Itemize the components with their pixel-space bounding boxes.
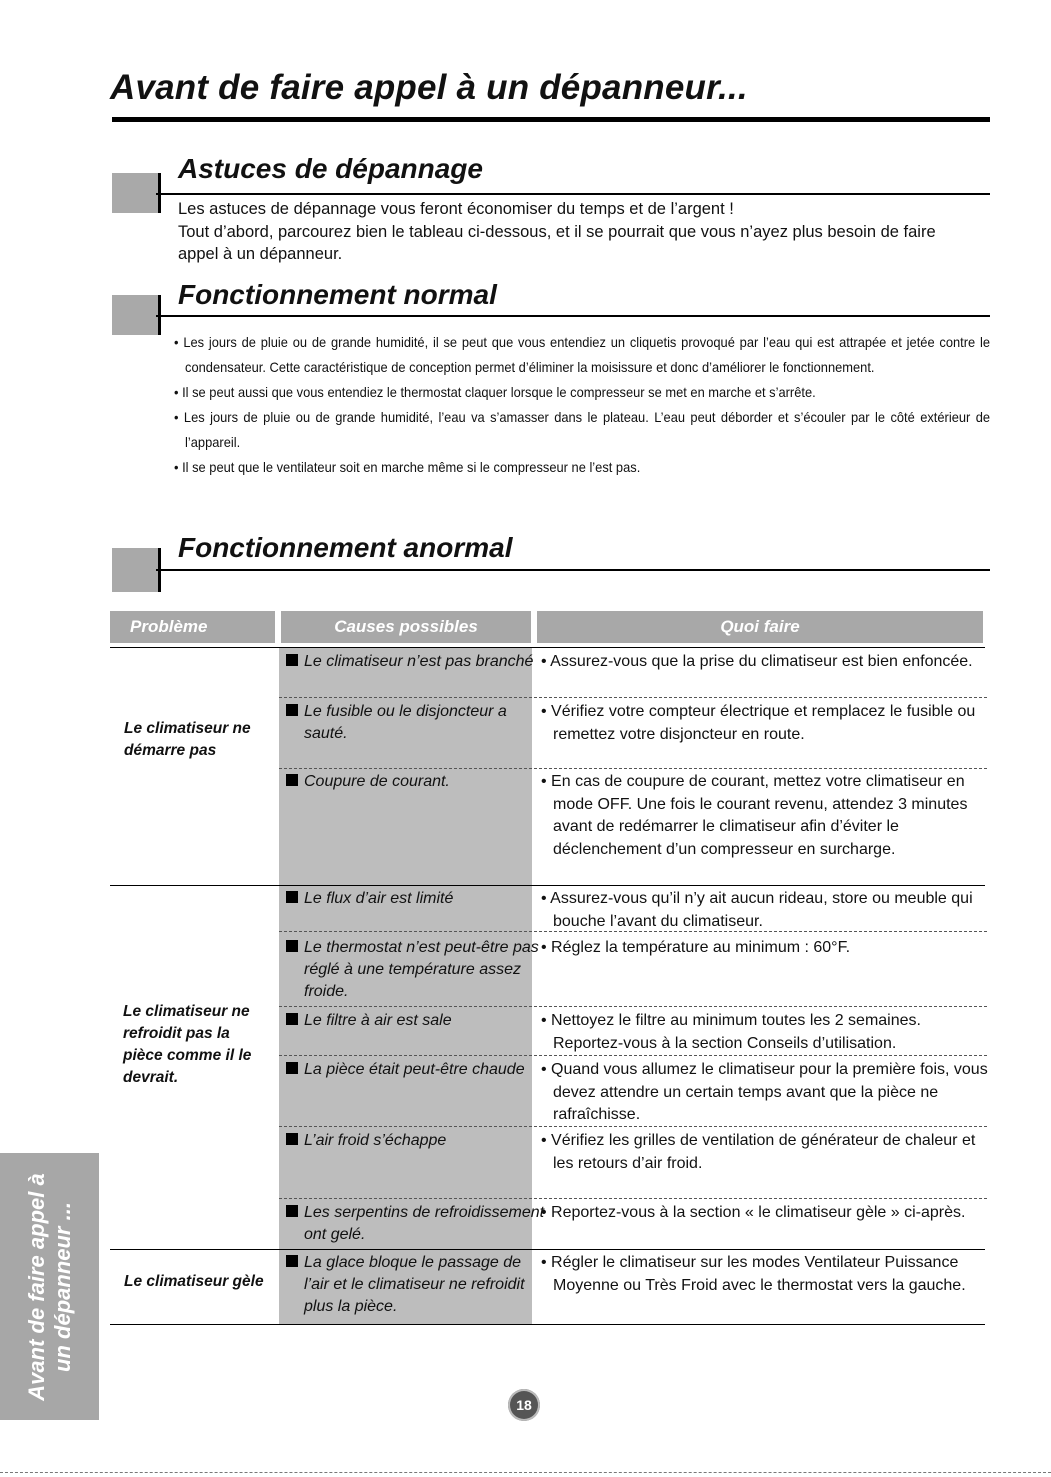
cause-item <box>286 1252 548 1318</box>
fix-item: • En cas de coupure de courant, mettez votre climatiseur en mode OFF. Une fois le courant revenu, attendez 3 minutes avant de redémarrer le climatiseur afin d’éviter le déclenchement d’un compresseur en surcharge. <box>541 771 995 861</box>
tips-paragraph-2: Tout d’abord, parcourez bien le tableau ci-dessous, et il se pourrait que vous n’ayez plus besoin de faire appel à un dépanneur. <box>178 223 936 263</box>
normal-operation-list <box>174 330 991 480</box>
row-separator <box>279 1006 987 1007</box>
list-item: • Il se peut aussi que vous entendiez le thermostat claquer lorsque le compresseur se met en marche et s’arrête. <box>174 380 990 405</box>
cause-item <box>286 888 548 910</box>
fix-item: • Quand vous allumez le climatiseur pour la première fois, vous devez attendre un certain temps avant que la pièce ne rafraîchisse. <box>541 1059 995 1127</box>
title-divider <box>112 117 990 122</box>
problem-not-starting: Le climatiseur ne démarre pas <box>124 720 251 759</box>
tips-paragraph-1: Les astuces de dépannage vous feront économiser du temps et de l’argent ! <box>178 200 734 218</box>
section-marker <box>112 295 161 335</box>
section-rule <box>156 193 990 195</box>
page-number: 18 <box>508 1389 540 1421</box>
section-title: Astuces de dépannage <box>178 153 483 184</box>
cause-item <box>286 1059 548 1081</box>
cause-item <box>286 937 548 1003</box>
square-bullet-icon <box>286 1133 298 1145</box>
section-abnormal-header <box>112 532 990 602</box>
square-bullet-icon <box>286 1205 298 1217</box>
cause-item <box>286 771 548 793</box>
table-row-divider <box>110 1324 985 1325</box>
cause-text: L’air froid s’échappe <box>304 1132 447 1149</box>
page-title: Avant de faire appel à un dépanneur... <box>110 68 748 107</box>
cause-item <box>286 1202 548 1246</box>
list-item: • Il se peut que le ventilateur soit en marche même si le compresseur ne l’est pas. <box>174 455 990 480</box>
cause-text: Le fusible ou le disjoncteur a sauté. <box>304 703 507 742</box>
row-separator <box>279 768 987 769</box>
cause-text: Le climatiseur n’est pas branché <box>304 653 534 670</box>
square-bullet-icon <box>286 1062 298 1074</box>
bottom-trim-line <box>0 1472 1051 1473</box>
problem-not-cooling: Le climatiseur ne refroidit pas la pièce comme il le devrait. <box>123 1003 252 1086</box>
section-marker <box>112 173 161 213</box>
section-rule <box>156 315 990 317</box>
problem-freezing: Le climatiseur gèle <box>124 1273 264 1290</box>
side-chapter-label-line1: Avant de faire appel à <box>24 1173 49 1401</box>
square-bullet-icon <box>286 654 298 666</box>
cause-item <box>286 1010 548 1032</box>
table-header-causes: Causes possibles <box>281 611 531 643</box>
fix-item: • Assurez-vous que la prise du climatiseur est bien enfoncée. <box>541 651 995 674</box>
side-chapter-label <box>24 1173 76 1400</box>
fix-item: • Reportez-vous à la section « le climatiseur gèle » ci-après. <box>541 1202 995 1225</box>
cause-text: Les serpentins de refroidissement ont gelé. <box>304 1204 545 1243</box>
cause-text: La pièce était peut-être chaude <box>304 1061 525 1078</box>
table-header-actions: Quoi faire <box>537 611 983 643</box>
fix-item: • Vérifiez les grilles de ventilation de générateur de chaleur et les retours d’air froid. <box>541 1130 995 1175</box>
fix-item: • Assurez-vous qu’il n’y ait aucun rideau, store ou meuble qui bouche l’avant du climatiseur. <box>541 888 995 933</box>
fix-item: • Régler le climatiseur sur les modes Ventilateur Puissance Moyenne ou Très Froid avec le thermostat vers la gauche. <box>541 1252 995 1297</box>
cause-item <box>286 651 548 673</box>
table-header-problem: Problème <box>110 611 275 643</box>
table-row-divider <box>110 885 985 886</box>
cause-text: Le flux d’air est limité <box>304 890 454 907</box>
fix-item: • Réglez la température au minimum : 60°F. <box>541 937 995 960</box>
cause-text: Coupure de courant. <box>304 773 450 790</box>
section-title: Fonctionnement anormal <box>178 532 513 563</box>
cause-item <box>286 701 548 745</box>
row-separator <box>279 1198 987 1199</box>
square-bullet-icon <box>286 940 298 952</box>
side-chapter-label-line2: un dépanneur ... <box>50 1202 75 1372</box>
square-bullet-icon <box>286 774 298 786</box>
row-separator <box>279 1055 987 1056</box>
section-title: Fonctionnement normal <box>178 279 497 310</box>
square-bullet-icon <box>286 1255 298 1267</box>
square-bullet-icon <box>286 1013 298 1025</box>
section-rule <box>156 569 990 571</box>
list-item: • Les jours de pluie ou de grande humidité, il se peut que vous entendiez un cliquetis provoqué par l’eau qui est attrapée et jetée contre le condensateur. Cette caractéristique de conception permet d’éliminer la moisissure et donc d’améliorer le fonctionnement. <box>174 330 990 380</box>
fix-item: • Vérifiez votre compteur électrique et remplacez le fusible ou remettez votre disjoncteur en route. <box>541 701 995 746</box>
table-row-divider <box>110 1249 985 1250</box>
cause-item <box>286 1130 548 1152</box>
cause-text: Le thermostat n’est peut-être pas réglé à une température assez froide. <box>304 939 539 1000</box>
cause-text: Le filtre à air est sale <box>304 1012 452 1029</box>
square-bullet-icon <box>286 891 298 903</box>
fix-item: • Nettoyez le filtre au minimum toutes les 2 semaines. Reportez-vous à la section Conseils d’utilisation. <box>541 1010 995 1055</box>
row-separator <box>279 697 987 698</box>
cause-text: La glace bloque le passage de l’air et le climatiseur ne refroidit plus la pièce. <box>304 1254 525 1315</box>
section-marker <box>112 548 161 592</box>
list-item: • Les jours de pluie ou de grande humidité, l’eau va s’amasser dans le plateau. L’eau peut déborder et s’écouler par le côté extérieur de l’appareil. <box>174 405 990 455</box>
table-row-divider <box>110 647 985 648</box>
square-bullet-icon <box>286 704 298 716</box>
